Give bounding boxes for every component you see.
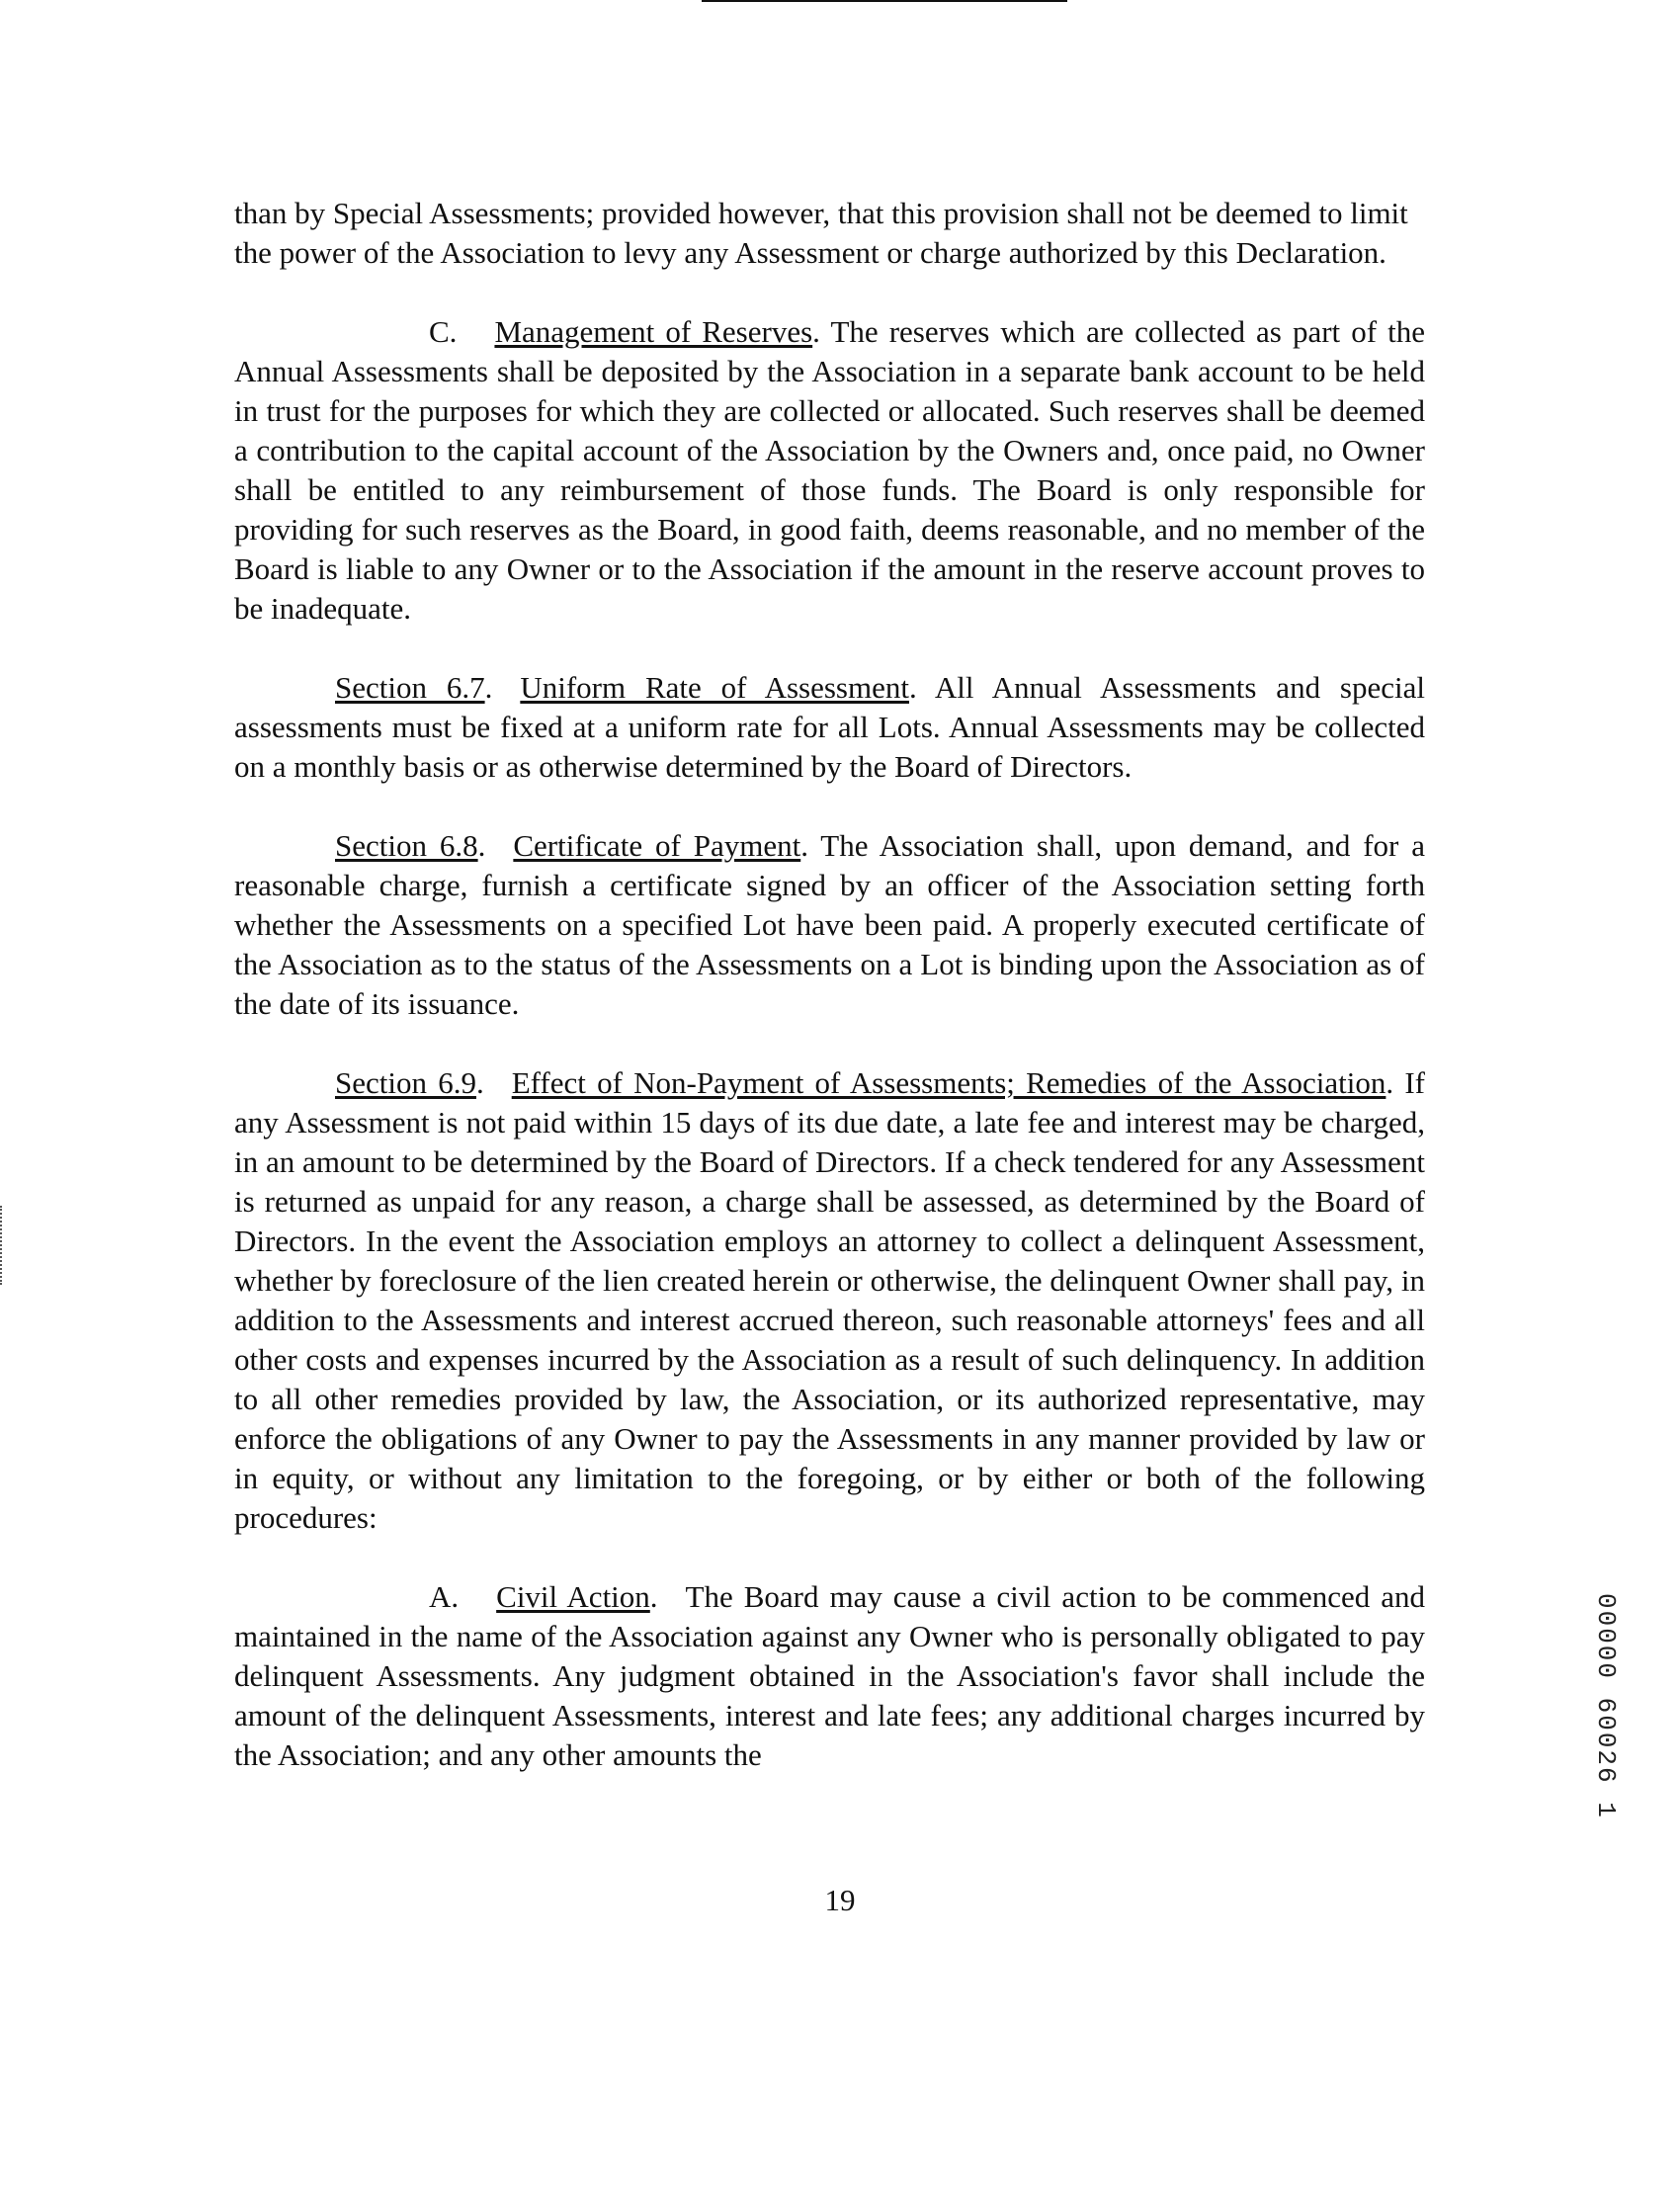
side-stamp-text: 00000 60026 1 bbox=[1591, 1593, 1621, 1819]
section-6-9-paragraph: Section 6.9. Effect of Non-Payment of Assessments; Remedies of the Association. If any Assessment is not paid within 15 days of its due date, a late fee and interest may be charged, in an amount to be determined by the Board of Directors. If a check tendered for any Assessment is returned as unpaid for any reason, a charge shall be assessed, as determined by the Board of Directors. In the event the Association employs an attorney to collect a delinquent Assessment, whether by foreclosure of the lien created herein or otherwise, the delinquent Owner shall pay, in addition to the Assessments and interest accrued thereon, such reasonable attorneys' fees and all other costs and expenses incurred by the Association as a result of such delinquency. In addition to all other remedies provided by law, the Association, or its authorized representative, may enforce the obligations of any Owner to pay the Assessments in any manner provided by law or in equity, or without any limitation to the foregoing, or by either or both of the following procedures: bbox=[234, 1065, 1425, 1535]
section-6-8-title: Certificate of Payment bbox=[513, 828, 801, 863]
section-6-9-number: Section 6.9 bbox=[335, 1065, 476, 1100]
document-body bbox=[234, 194, 1425, 1775]
top-edge-rule bbox=[702, 0, 1067, 2]
section-6-7-body: All Annual Assessments and special assessments must be fixed at a uniform rate for all Lots. Annual Assessments may be collected on a monthly basis or as otherwise determined by the Board of Directors. bbox=[234, 670, 1425, 784]
reserves-label: C. bbox=[429, 314, 458, 349]
page-number: 19 bbox=[824, 1883, 856, 1917]
civil-action-body: The Board may cause a civil action to be commenced and maintained in the name of the Association against any Owner who is personally obligated to pay delinquent Assessments. Any judgment obtained in the Association's favor shall include the amount of the delinquent Assessments, interest and late fees; any additional charges incurred by the Association; and any other amounts the bbox=[234, 1579, 1425, 1772]
continuation-paragraph: than by Special Assessments; provided however, that this provision shall not be deemed to limit the power of the Association to levy any Assessment or charge authorized by this Declaration. bbox=[234, 196, 1408, 270]
section-6-7-title: Uniform Rate of Assessment bbox=[520, 670, 909, 705]
reserves-heading: Management of Reserves bbox=[494, 314, 813, 349]
section-6-8-number: Section 6.8 bbox=[335, 828, 478, 863]
reserves-body: The reserves which are collected as part of the Annual Assessments shall be deposited by the Association in a separate bank account to be held in trust for the purposes for which they are collected or allocated. Such reserves shall be deemed a contribution to the capital account of the Association by the Owners and, once paid, no Owner shall be entitled to any reimbursement of those funds. The Board is only responsible for providing for such reserves as the Board, in good faith, deems reasonable, and no member of the Board is liable to any Owner or to the Association if the amount in the reserve account proves to be inadequate. bbox=[234, 314, 1425, 626]
scan-margin-mark bbox=[0, 1206, 4, 1285]
civil-action-paragraph: A. Civil Action. The Board may cause a civil action to be commenced and maintained in the name of the Association against any Owner who is personally obligated to pay delinquent Assessments. Any judgment obtained in the Association's favor shall include the amount of the delinquent Assessments, interest and late fees; any additional charges incurred by the Association; and any other amounts the bbox=[234, 1579, 1425, 1772]
section-6-7-number: Section 6.7 bbox=[335, 670, 485, 705]
civil-action-label: A. bbox=[429, 1579, 460, 1614]
section-6-9-title: Effect of Non-Payment of Assessments; Remedies of the Association bbox=[511, 1065, 1386, 1100]
section-6-7-paragraph: Section 6.7. Uniform Rate of Assessment. All Annual Assessments and special assessments must be fixed at a uniform rate for all Lots. Annual Assessments may be collected on a monthly basis or as otherwise determined by the Board of Directors. bbox=[234, 670, 1425, 784]
section-6-8-paragraph: Section 6.8. Certificate of Payment. The Association shall, upon demand, and for a reasonable charge, furnish a certificate signed by an officer of the Association setting forth whether the Assessments on a specified Lot have been paid. A properly executed certificate of the Association as to the status of the Assessments on a Lot is binding upon the Association as of the date of its issuance. bbox=[234, 828, 1425, 1021]
civil-action-heading: Civil Action bbox=[496, 1579, 650, 1614]
reserves-paragraph: C. Management of Reserves. The reserves which are collected as part of the Annual Assessments shall be deposited by the Association in a separate bank account to be held in trust for the purposes for which they are collected or allocated. Such reserves shall be deemed a contribution to the capital account of the Association by the Owners and, once paid, no Owner shall be entitled to any reimbursement of those funds. The Board is only responsible for providing for such reserves as the Board, in good faith, deems reasonable, and no member of the Board is liable to any Owner or to the Association if the amount in the reserve account proves to be inadequate. bbox=[234, 314, 1425, 626]
section-6-8-body: The Association shall, upon demand, and for a reasonable charge, furnish a certificate signed by an officer of the Association setting forth whether the Assessments on a specified Lot have been paid. A properly executed certificate of the Association as to the status of the Assessments on a Lot is binding upon the Association as of the date of its issuance. bbox=[234, 828, 1425, 1021]
section-6-9-body: If any Assessment is not paid within 15 days of its due date, a late fee and interest may be charged, in an amount to be determined by the Board of Directors. If a check tendered for any Assessment is returned as unpaid for any reason, a charge shall be assessed, as determined by the Board of Directors. In the event the Association employs an attorney to collect a delinquent Assessment, whether by foreclosure of the lien created herein or otherwise, the delinquent Owner shall pay, in addition to the Assessments and interest accrued thereon, such reasonable attorneys' fees and all other costs and expenses incurred by the Association as a result of such delinquency. In addition to all other remedies provided by law, the Association, or its authorized representative, may enforce the obligations of any Owner to pay the Assessments in any manner provided by law or in equity, or without any limitation to the foregoing, or by either or both of the following procedures: bbox=[234, 1065, 1425, 1535]
